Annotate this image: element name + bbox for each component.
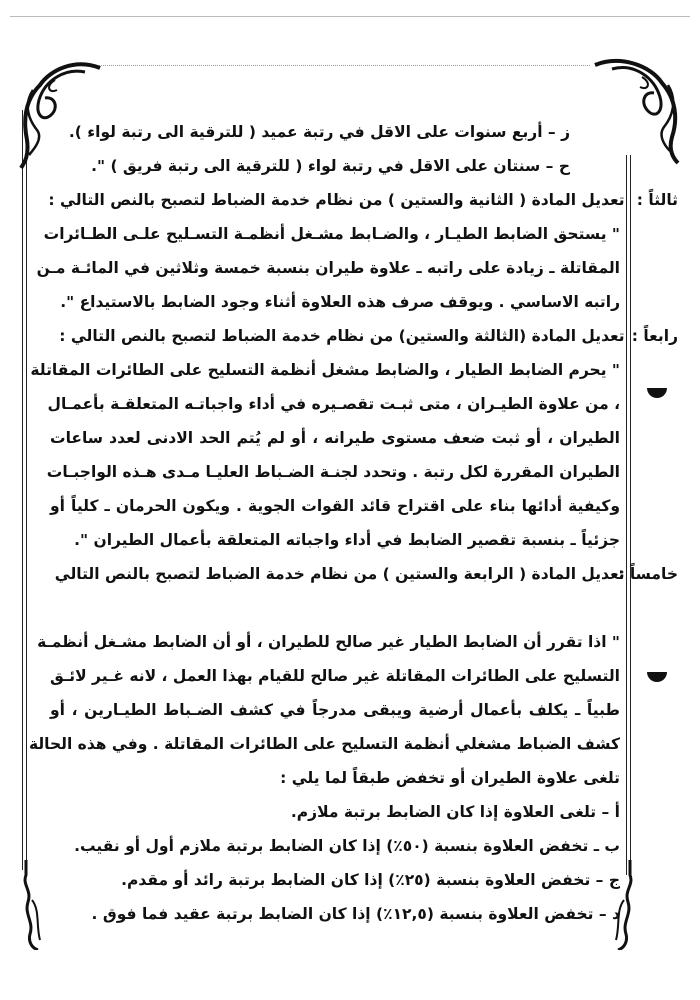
page-frame-top xyxy=(90,65,590,66)
page-frame-right xyxy=(626,155,631,875)
section-3-body-line: المقاتلة ـ زيادة على راتبه ـ علاوة طيران بنسبة خمسة وثلاثين في المائـة مـن xyxy=(36,259,620,277)
section-5-item: أ – تلغى العلاوة إذا كان الضابط برتبة ملازم. xyxy=(290,803,620,821)
section-5-body-line: التسليح على الطائرات المقاتلة غير صالح للقيام بهذا العمل ، لانه غـير لائـق xyxy=(50,667,620,685)
section-4-body-line: " يحرم الضابط الطيار ، والضابط مشغل أنظمة التسليح على الطائرات المقاتلة xyxy=(30,361,620,379)
section-4-body-line: الطيران المقررة لكل رتبة . وتحدد لجنـة الضـباط العليـا مـدى هـذه الواجبـات xyxy=(46,463,620,481)
section-3-title: تعديل المادة ( الثانية والستين ) من نظام خدمة الضباط لتصبح بالنص التالي : xyxy=(48,191,625,209)
section-3-body-line: راتبه الاساسي . ويوقف صرف هذه العلاوة أثناء وجود الضابط بالاستيداع ". xyxy=(60,293,620,311)
section-4-body-line: الطيران ، أو ثبت ضعف مستوى طيرانه ، أو لم يُتم الحد الادنى لعدد ساعات xyxy=(50,429,620,447)
section-5-item: ج – تخفض العلاوة بنسبة (٢٥٪) إذا كان الضابط برتبة رائد أو مقدم. xyxy=(121,871,620,889)
section-5-title: تعديل المادة ( الرابعة والستين ) من نظام خدمة الضباط لتصبح بالنص التالي xyxy=(54,565,625,583)
list-item-h: ح – سنتان على الاقل في رتبة لواء ( للترقية الى رتبة فريق ) ". xyxy=(91,157,570,175)
section-5-item: د – تخفض العلاوة بنسبة (١٢,٥٪) إذا كان الضابط برتبة عقيد فما فوق . xyxy=(91,905,620,923)
tassel-ornament-icon xyxy=(18,860,48,950)
section-4-title: تعديل المادة (الثالثة والستين) من نظام خدمة الضباط لتصبح بالنص التالي : xyxy=(59,327,625,345)
document-body xyxy=(28,115,678,931)
list-item-z: ز – أربع سنوات على الاقل في رتبة عميد ( للترقية الى رتبة لواء ). xyxy=(68,123,570,141)
section-5-body-line: " اذا تقرر أن الضابط الطيار غير صالح للطيران ، أو أن الضابط مشـغل أنظمـة xyxy=(37,633,620,651)
section-3-body-line: " يستحق الضابط الطيـار ، والضـابط مشـغل أنظمـة التسـليح علـى الطـائرات xyxy=(43,225,620,243)
section-3-heading xyxy=(50,183,678,217)
section-5-item: ب ـ تخفض العلاوة بنسبة (٥٠٪) إذا كان الضابط برتبة ملازم أول أو نقيب. xyxy=(74,837,620,855)
section-4-body-line: جزئياً ـ بنسبة تقصير الضابط في أداء واجباته المتعلقة بأعمال الطيران ". xyxy=(74,531,620,549)
section-5-body-line: طبياً ـ يكلف بأعمال أرضية ويبقى مدرجاً في كشف الضـباط الطيـارين ، أو xyxy=(50,701,620,719)
section-5-heading xyxy=(50,557,678,591)
binder-hole xyxy=(647,672,667,682)
binder-hole xyxy=(647,388,667,398)
scan-edge-line xyxy=(10,16,690,17)
section-5-label: خامساً : xyxy=(618,565,678,583)
page-frame-left xyxy=(22,110,27,870)
section-4-heading xyxy=(50,319,678,353)
section-4-label: رابعاً : xyxy=(631,327,678,345)
spacer xyxy=(50,591,620,625)
section-5-body-line: كشف الضباط مشغلي أنظمة التسليح على الطائرات المقاتلة . وفي هذه الحالة xyxy=(28,735,620,753)
section-3-label: ثالثاً : xyxy=(636,191,678,209)
section-4-body-line: ، من علاوة الطيـران ، متى ثبـت تقصـيره في أداء واجباتـه المتعلقـة بأعمـال xyxy=(47,395,620,413)
section-5-body-line: تلغى علاوة الطيران أو تخفض طبقاً لما يلي : xyxy=(280,769,620,787)
section-4-body-line: وكيفية أدائها بناء على اقتراح قائد القوات الجوية . ويكون الحرمان ـ كلياً أو xyxy=(50,497,620,515)
